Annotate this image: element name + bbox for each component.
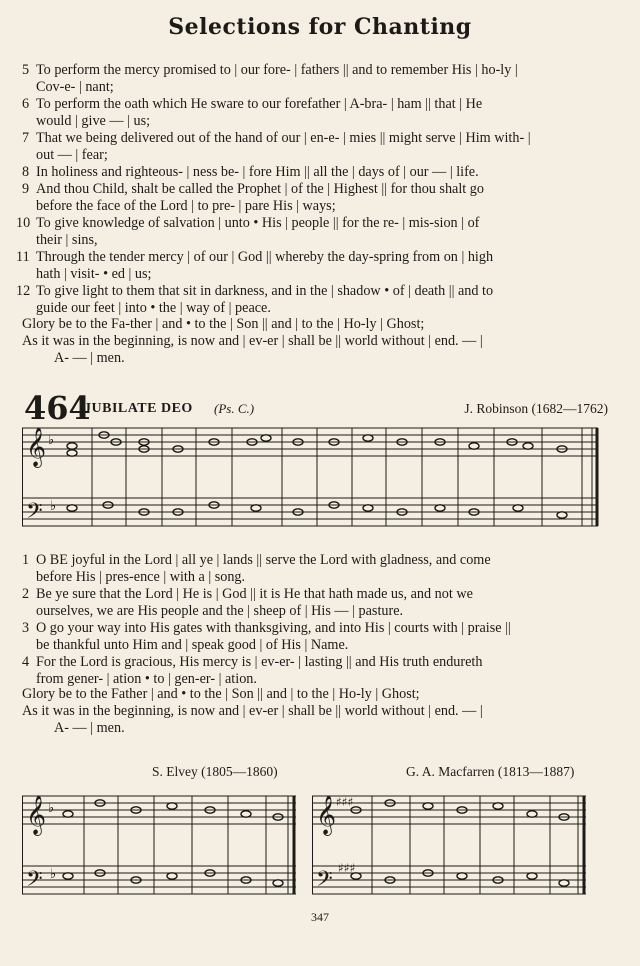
svg-text:♯♯♯: ♯♯♯ <box>338 861 356 875</box>
chant-verses-top <box>16 62 602 317</box>
verse: 6 To perform the oath which He sware to our forefather | A-bra- | ham || that | He would | give — | us; <box>22 96 483 129</box>
verse: 9 And thou Child, shalt be called the Prophet | of the | Highest || for thou shalt go before the face of the Lord | to pre- | pare His | ways; <box>22 181 484 214</box>
page-title: Selections for Chanting <box>168 14 472 40</box>
svg-text:♭: ♭ <box>48 801 55 816</box>
alt-chant-score-1 <box>22 786 298 902</box>
chant-score-main <box>22 420 602 536</box>
verse: 8 In holiness and righteous- | ness be- | fore Him || all the | days of | our — | life. <box>22 164 479 180</box>
verse: 1 O BE joyful in the Lord | all ye | lands || serve the Lord with gladness, and come before His | pres-ence | with a | song. <box>22 552 491 585</box>
svg-text:♯♯♯: ♯♯♯ <box>336 795 354 809</box>
doxology-top: Glory be to the Fa-ther | and • to the | Son || and | to the | Ho-ly | Ghost; As it was in the beginning, is now and | ev-er | shall be || world without | end. — | A- — | men. <box>22 316 483 366</box>
hymn-composer: J. Robinson (1682—1762) <box>464 401 608 416</box>
alt-chant-composer: S. Elvey (1805—1860) <box>152 764 278 779</box>
alt-chant-score-2 <box>312 786 588 902</box>
verse: 10 To give knowledge of salvation | unto • His | people || for the re- | mis-sion | of their | sins, <box>16 215 480 248</box>
svg-text:♭: ♭ <box>50 499 57 514</box>
verse: 11 Through the tender mercy | of our | God || whereby the day-spring from on | high hath | visit- • ed | us; <box>16 249 494 282</box>
svg-text:𝄢: 𝄢 <box>26 867 43 897</box>
hymn-verses <box>22 552 602 688</box>
verse: 3 O go your way into His gates with thanksgiving, and into His | courts with | praise || be thankful unto Him and | speak good | of His | Name. <box>22 620 511 653</box>
svg-text:♭: ♭ <box>50 867 57 882</box>
svg-text:𝄞: 𝄞 <box>26 427 47 467</box>
svg-text:𝄞: 𝄞 <box>316 795 337 835</box>
svg-text:𝄢: 𝄢 <box>316 867 333 897</box>
svg-text:𝄢: 𝄢 <box>26 499 43 529</box>
hymn-reference: (Ps. C.) <box>214 401 255 416</box>
verse: 12 To give light to them that sit in darkness, and in the | shadow • of | death || and to guide our feet | into • the | way of | peace. <box>16 283 494 316</box>
doxology-hymn: Glory be to the Father | and • to the | Son || and | to the | Ho-ly | Ghost; As it was in the beginning, is now and | ev-er | shall be || world without | end. — | A- — | men. <box>22 686 483 736</box>
svg-text:𝄞: 𝄞 <box>26 795 47 835</box>
alt-chant-composer: G. A. Macfarren (1813—1887) <box>406 764 575 779</box>
verse: 2 Be ye sure that the Lord | He is | God || it is He that hath made us, and not we ourselves, we are His people and the | sheep of | His — | pasture. <box>22 586 473 619</box>
hymn-number: 464 <box>24 389 91 427</box>
verse: 5 To perform the mercy promised to | our fore- | fathers || and to remember His | ho-ly | Cov-e- | nant; <box>22 62 518 95</box>
verse: 7 That we being delivered out of the hand of our | en-e- | mies || might serve | Him with- | out — | fear; <box>22 130 531 163</box>
page-number: 347 <box>311 910 329 924</box>
hymn-title: JUBILATE DEO <box>84 401 193 416</box>
svg-text:♭: ♭ <box>48 433 55 448</box>
verse: 4 For the Lord is gracious, His mercy is | ev-er- | lasting || and His truth endureth from gener- | ation • to | gen-er- | ation. <box>22 654 483 687</box>
